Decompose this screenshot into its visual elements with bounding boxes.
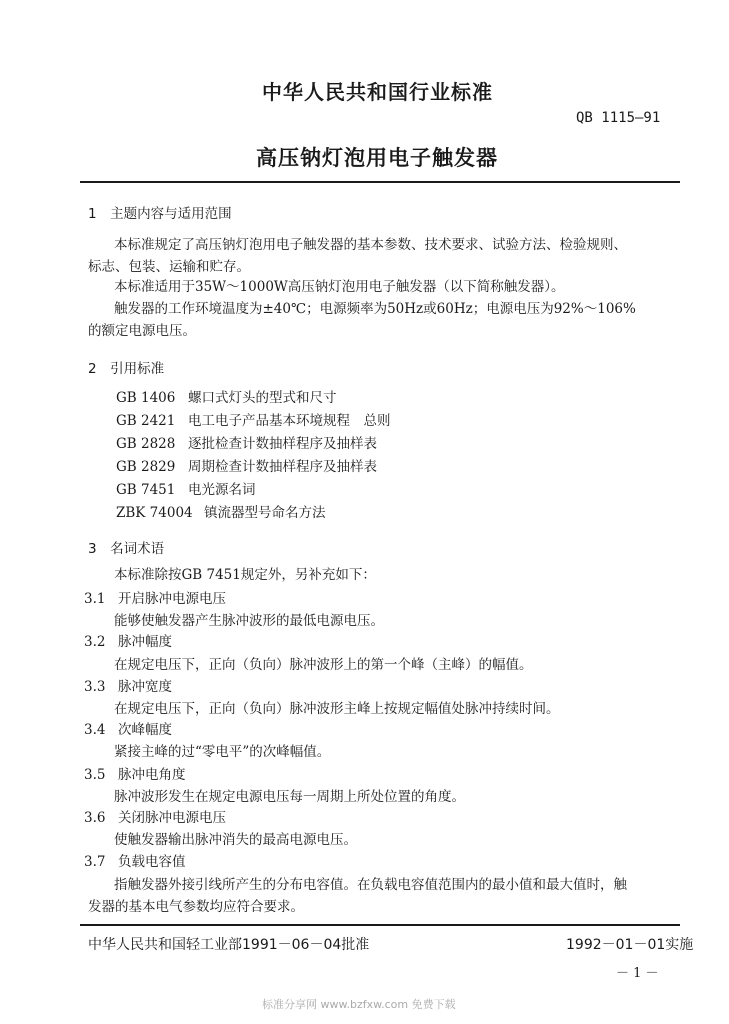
term-definition: 使触发器输出脉冲消失的最高电源电压。: [114, 832, 357, 848]
reference-code: GB 2829: [116, 459, 176, 475]
reference-code: GB 2421: [116, 413, 176, 429]
standard-org: 中华人民共和国行业标准: [262, 80, 493, 104]
term-definition: 能够使触发器产生脉冲波形的最低电源电压。: [114, 613, 384, 629]
term-number: 3.1: [84, 591, 106, 607]
term-definition-continued: 发器的基本电气参数均应符合要求。: [88, 899, 304, 915]
reference-name: 电工电子产品基本环境规程 总则: [188, 413, 391, 429]
reference-code: GB 1406: [116, 390, 176, 406]
term-definition: 在规定电压下，正向（负向）脉冲波形主峰上按规定幅值处脉冲持续时间。: [114, 701, 560, 717]
implementation-date: 1992－01－01实施: [566, 937, 694, 953]
term-name: 脉冲电角度: [118, 767, 186, 783]
section-1-para-1b: 标志、包装、运输和贮存。: [88, 259, 250, 275]
section-1-para-3b: 的额定电源电压。: [88, 323, 196, 339]
page-number: － 1 －: [616, 966, 659, 981]
term-definition: 紧接主峰的过“零电平”的次峰幅值。: [114, 744, 331, 760]
reference-name: 逐批检查计数抽样程序及抽样表: [188, 436, 377, 452]
term-number: 3.7: [84, 854, 106, 870]
document-title: 高压钠灯泡用电子触发器: [256, 146, 498, 170]
term-number: 3.6: [84, 810, 106, 826]
term-name: 脉冲宽度: [118, 679, 172, 695]
term-name: 脉冲幅度: [118, 634, 172, 650]
reference-name: 电光源名词: [188, 482, 256, 498]
term-name: 关闭脉冲电源电压: [118, 810, 226, 826]
section-1-heading: 1 主题内容与适用范围: [88, 206, 232, 222]
section-1-para-1a: 本标准规定了高压钠灯泡用电子触发器的基本参数、技术要求、试验方法、检验规则、: [114, 237, 627, 253]
reference-code: GB 2828: [116, 436, 176, 452]
term-number: 3.5: [84, 767, 106, 783]
standard-code: QB 1115—91: [576, 110, 661, 126]
reference-name: 周期检查计数抽样程序及抽样表: [188, 459, 377, 475]
term-name: 负载电容值: [118, 854, 186, 870]
reference-name: 螺口式灯头的型式和尺寸: [188, 390, 337, 406]
section-2-heading: 2 引用标准: [88, 361, 165, 377]
term-definition: 在规定电压下，正向（负向）脉冲波形上的第一个峰（主峰）的幅值。: [114, 657, 533, 673]
term-definition: 脉冲波形发生在规定电源电压每一周期上所处位置的角度。: [114, 789, 465, 805]
reference-code: GB 7451: [116, 482, 176, 498]
term-number: 3.3: [84, 679, 106, 695]
header-rule: [80, 181, 680, 183]
section-3-heading: 3 名词术语: [88, 541, 165, 557]
section-1-para-2: 本标准适用于35W～1000W高压钠灯泡用电子触发器（以下简称触发器）。: [114, 279, 565, 295]
term-number: 3.4: [84, 722, 106, 738]
section-3-intro: 本标准除按GB 7451规定外，另补充如下：: [114, 567, 376, 583]
term-name: 开启脉冲电源电压: [118, 591, 226, 607]
term-number: 3.2: [84, 634, 106, 650]
reference-code: ZBK 74004: [116, 505, 193, 521]
term-definition: 指触发器外接引线所产生的分布电容值。在负载电容值范围内的最小值和最大值时，触: [114, 877, 627, 893]
term-name: 次峰幅度: [118, 722, 172, 738]
footer-rule: [80, 924, 680, 926]
reference-name: 镇流器型号命名方法: [204, 505, 326, 521]
watermark: 标准分享网 www.bzfxw.com 免费下载: [262, 998, 456, 1011]
approval-statement: 中华人民共和国轻工业部1991－06－04批准: [88, 937, 370, 953]
section-1-para-3a: 触发器的工作环境温度为±40℃；电源频率为50Hz或60Hz；电源电压为92%～106%: [114, 301, 636, 317]
